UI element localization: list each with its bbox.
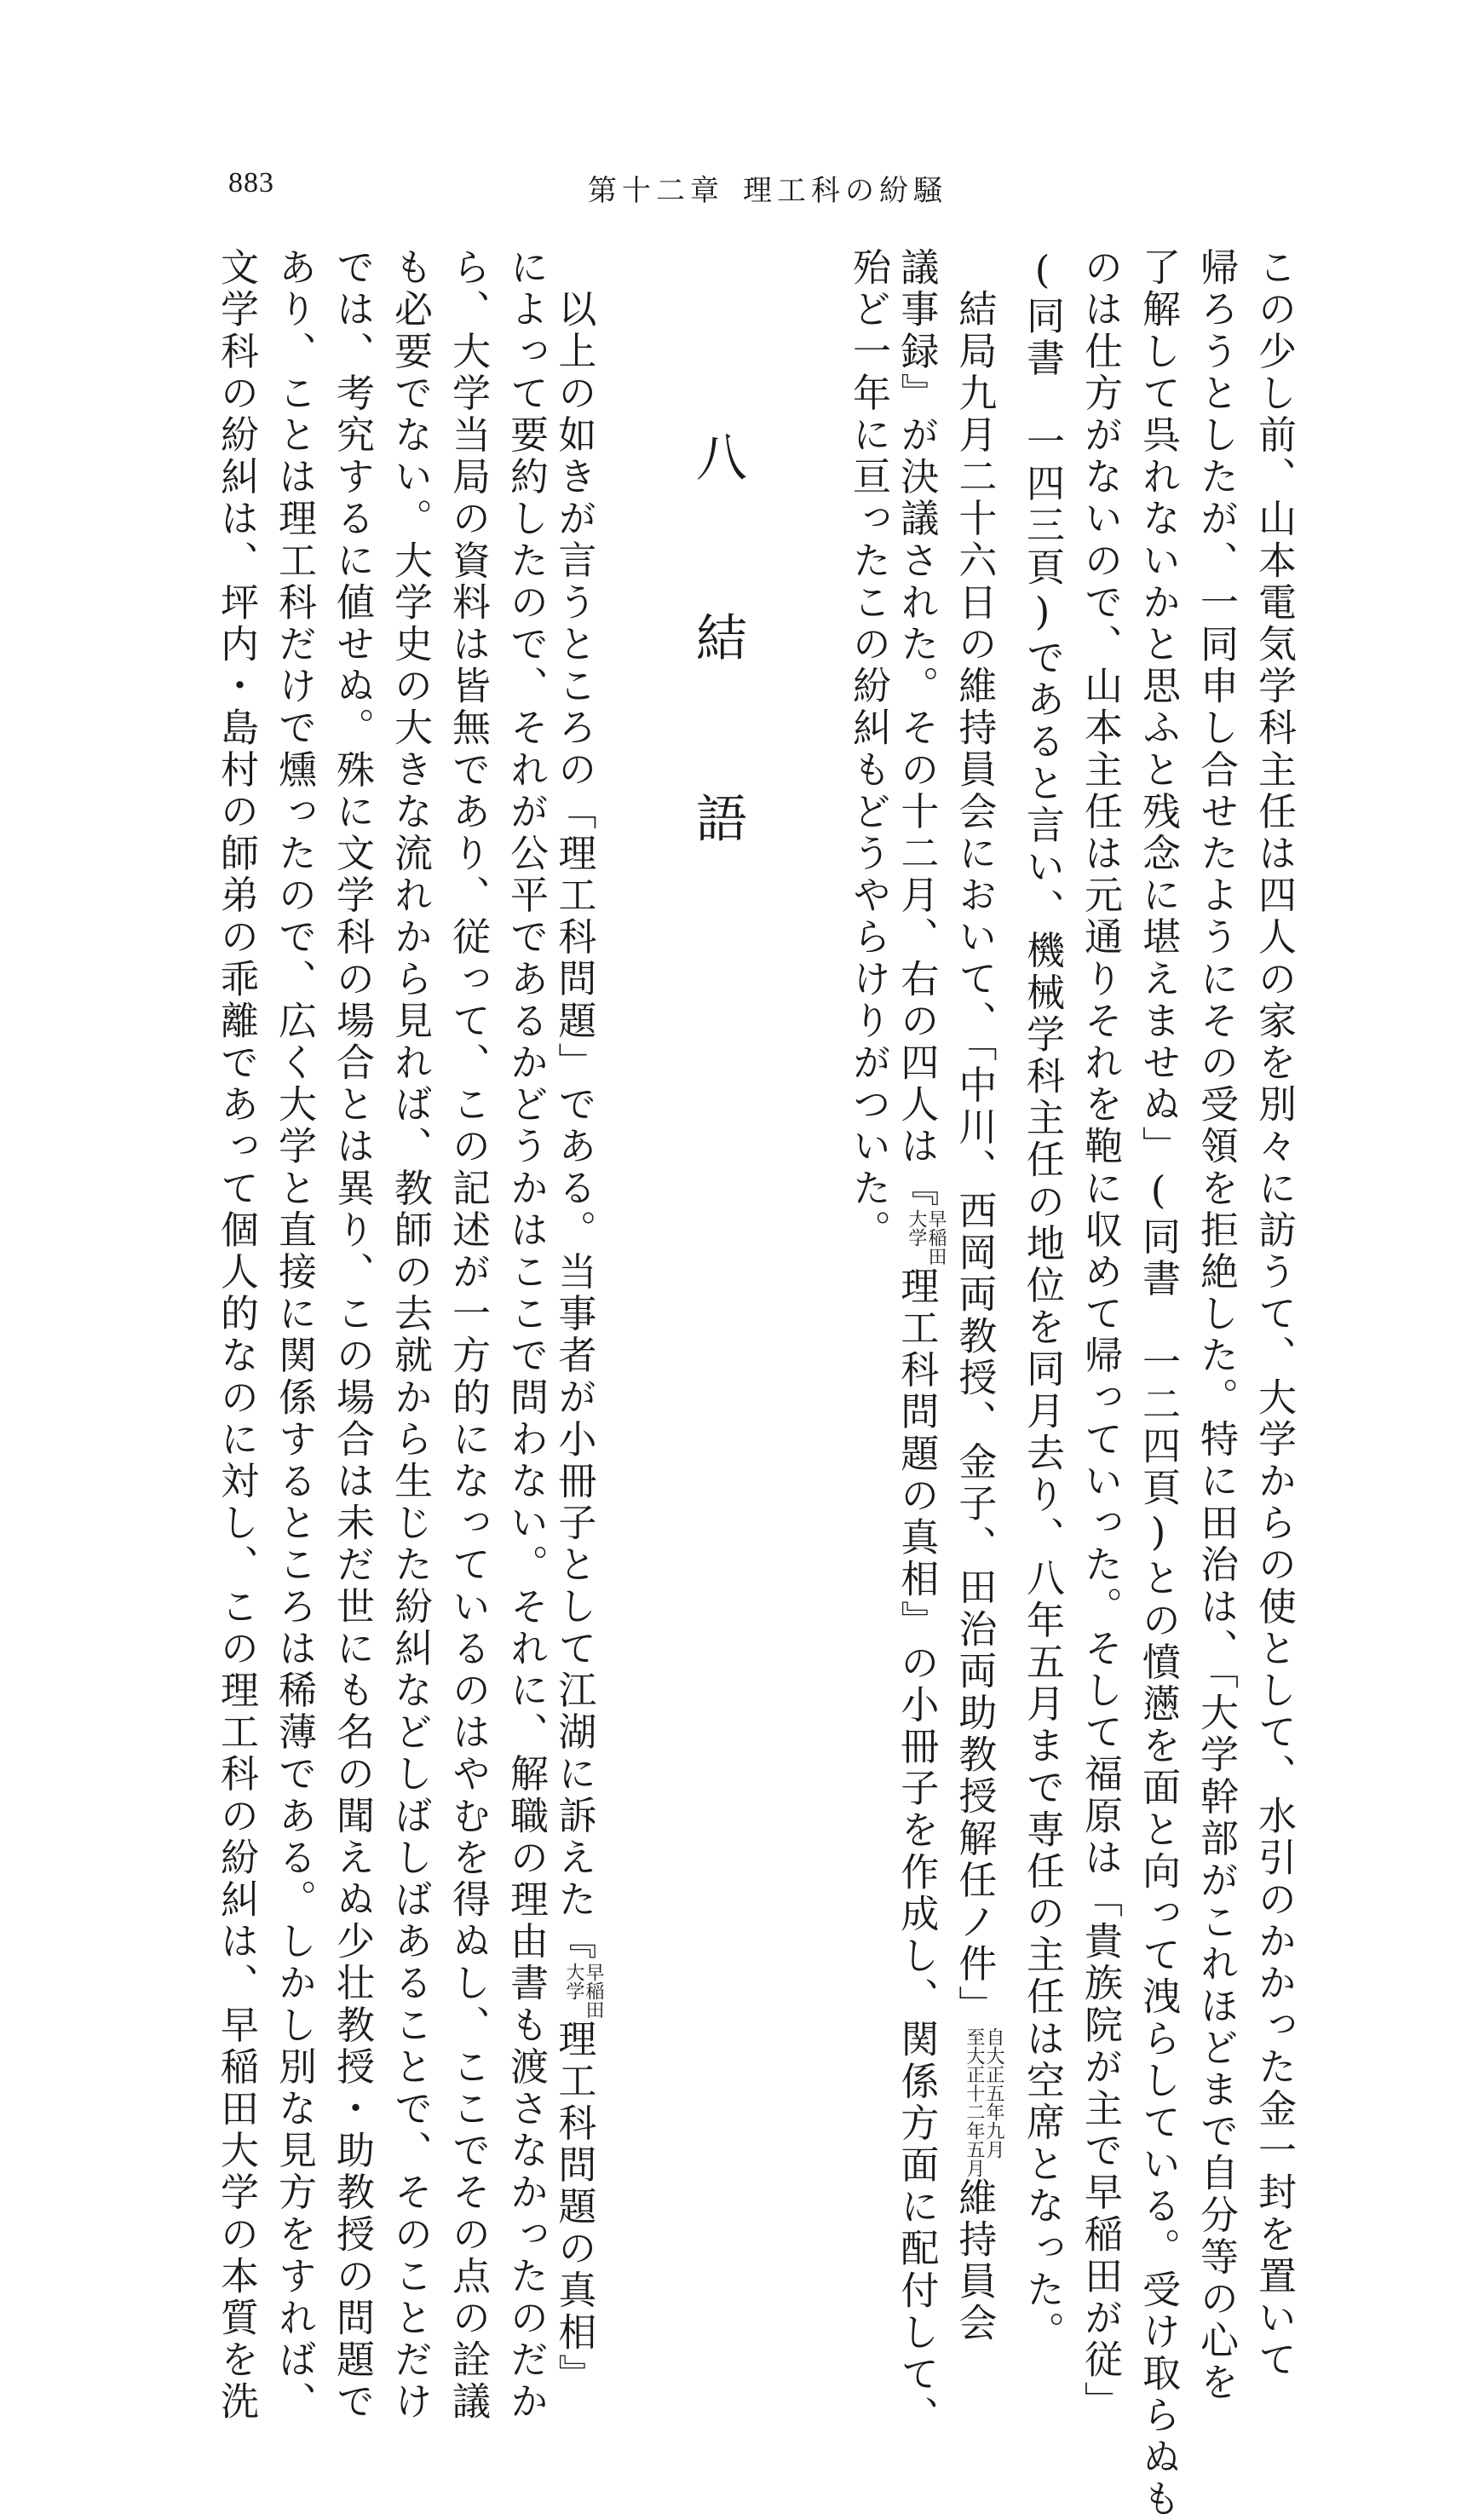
- inline-note: 自大正五年九月 至大正十二年五月: [963, 2027, 1004, 2177]
- text-column: [498, 247, 549, 2424]
- column-text: (同書 一四三頁)であると言い、機械学科主任の地位を同月去り、八年五月まで専任の主任は空席となった。: [1020, 247, 1065, 2353]
- column-text: この少し前、山本電気学科主任は四人の家を別々に訪うて、大学からの使として、水引のかかった金一封を置いて: [1252, 247, 1297, 2382]
- text-column: [1130, 247, 1181, 2520]
- column-text-tail: 維持員会: [952, 2177, 998, 2345]
- column-text-tail: 理工科問題の真相』の小冊子を作成し、関係方面に配付して、: [894, 1266, 940, 2438]
- page-number: 883: [228, 167, 274, 199]
- inline-note: 早稲田 大学: [905, 1209, 947, 1266]
- column-text: 帰ろうとしたが、一同申し合せたようにその受領を拒絶した。特に田治は、「大学幹部がこれほどまで自分等の心を: [1194, 247, 1239, 2404]
- column-text: 文学科の紛糾は、坪内・島村の師弟の乖離であって個人的なのに対し、この理工科の紛糾は、早稲田大学の本質を洗: [214, 247, 259, 2424]
- text-column: [1246, 247, 1297, 2382]
- column-text: ら、大学当局の資料は皆無であり、従って、この記述が一方的になっているのはやむを得ぬし、ここでその点の詮議: [446, 247, 491, 2424]
- text-column: [382, 247, 433, 2424]
- text-column: [840, 247, 891, 1252]
- text-column: [952, 247, 1004, 2345]
- column-text: によって要約したので、それが公平であるかどうかはここで問わない。それに、解職の理由書も渡さなかったのだか: [504, 247, 549, 2424]
- column-text: 了解して呉れないかと思ふと残念に堪えませぬ」(同書 一二四頁)との憤懣を面と向って洩らしている。受け取らぬも: [1136, 247, 1181, 2520]
- column-text: あり、ことは理工科だけで燻ったので、広く大学と直接に関係するところは稀薄である。しかし別な見方をすれば、: [272, 247, 317, 2424]
- running-head: [588, 167, 947, 209]
- text-column: [1014, 247, 1065, 2353]
- text-column: [324, 247, 375, 2424]
- text-column: [1072, 247, 1123, 2424]
- column-text: では、考究するに値せぬ。殊に文学科の場合とは異り、この場合は未だ世にも名の聞えぬ少壮教授・助教授の問題で: [330, 247, 375, 2424]
- column-text: 殆ど一年に亘ったこの紛糾もどうやらけりがついた。: [846, 247, 891, 1252]
- chapter-label: 第十二章: [588, 174, 724, 208]
- text-column: [894, 247, 947, 2438]
- text-column: [208, 247, 259, 2424]
- column-text: 以上の如きが言うところの「理工科問題」である。当事者が小冊子として江湖に訴えた『: [551, 289, 597, 1963]
- chapter-title: 理工科の紛騒: [743, 174, 947, 208]
- section-heading: 八 結 語: [688, 430, 747, 882]
- text-column: [266, 247, 317, 2424]
- text-column: [440, 247, 491, 2424]
- inline-note: 早稲田 大学: [562, 1963, 604, 2019]
- column-text: 結局九月二十六日の維持員会において、「中川、西岡両教授、金子、田治両助教授解任ノ件」: [952, 289, 998, 2027]
- column-text: のは仕方がないので、山本主任は元通りそれを鞄に収めて帰っていった。そして福原は「貴族院が主で早稲田が従」: [1078, 247, 1123, 2424]
- column-text: も必要でない。大学史の大きな流れから見れば、教師の去就から生じた紛糾などしばしばあることで、そのことだけ: [388, 247, 433, 2424]
- column-text-tail: 理工科問題の真相』: [551, 2019, 597, 2396]
- text-column: [1188, 247, 1239, 2404]
- text-column: [551, 247, 604, 2396]
- column-text: 議事録』が決議された。その十二月、右の四人は『: [894, 247, 940, 1210]
